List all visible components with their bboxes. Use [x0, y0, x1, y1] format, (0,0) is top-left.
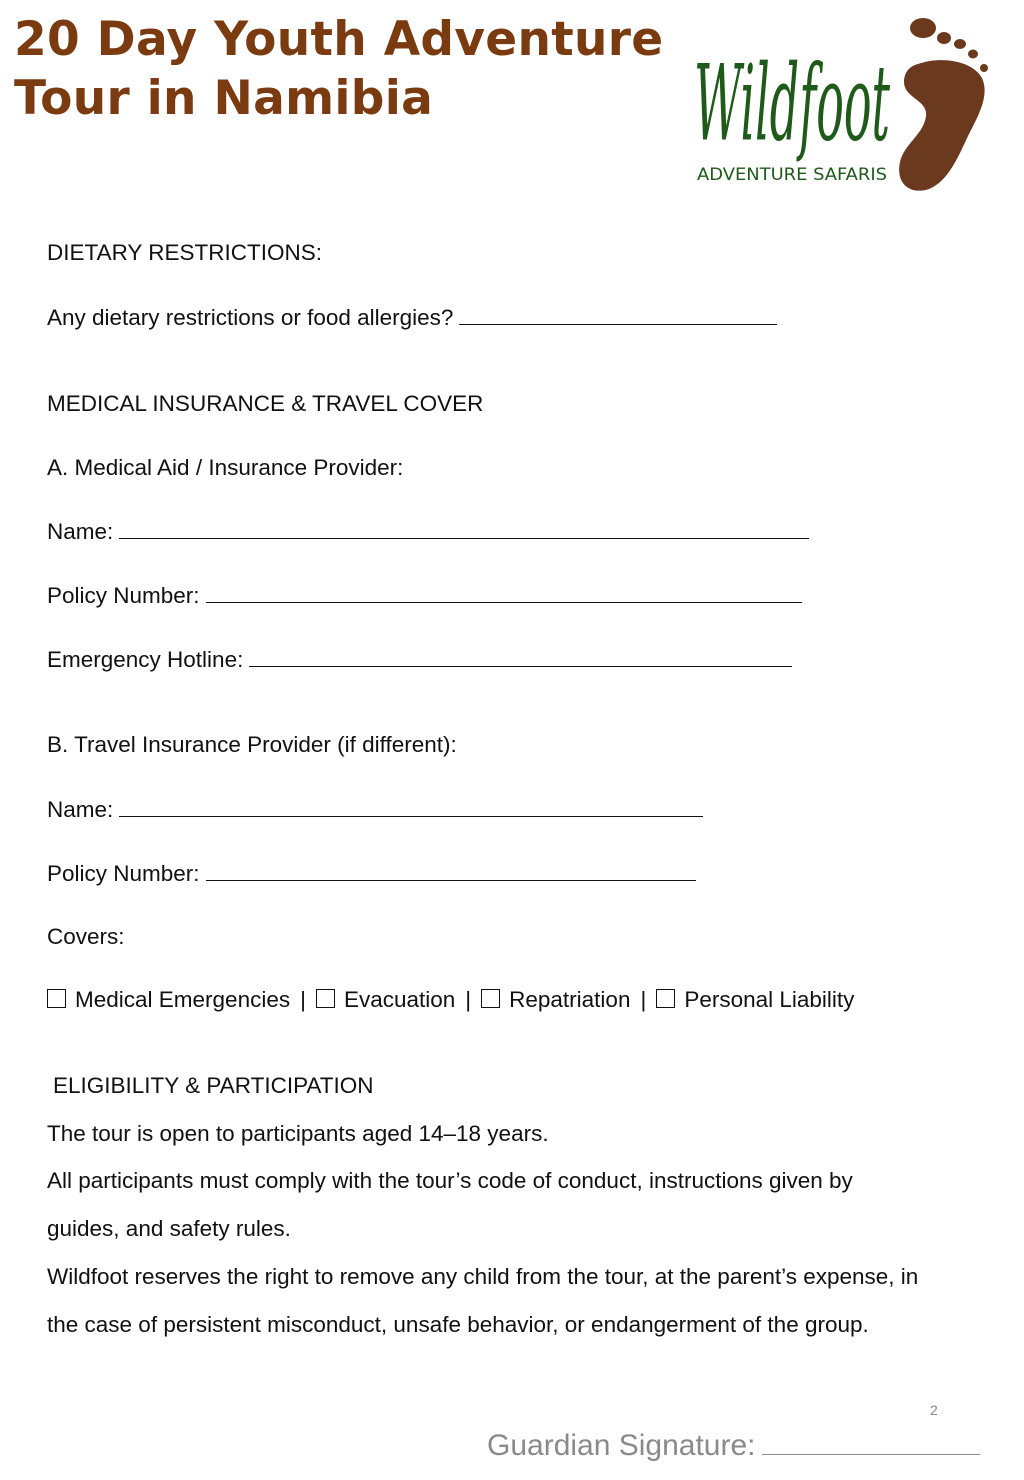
medical-name-row: [47, 516, 809, 547]
cover-label-evacuation: Evacuation: [343, 987, 456, 1012]
option-separator: |: [300, 987, 306, 1012]
medical-hotline-row: [47, 644, 792, 675]
medical-name-field[interactable]: [119, 516, 809, 539]
section-b-label: B. Travel Insurance Provider (if different):: [47, 732, 457, 757]
dietary-answer-field[interactable]: [459, 302, 777, 325]
title-line-2: Tour in Namibia: [14, 71, 434, 126]
travel-name-row: [47, 794, 703, 825]
travel-policy-row: [47, 858, 696, 889]
document-title: [14, 10, 663, 128]
medical-hotline-field[interactable]: [249, 644, 792, 667]
option-separator: |: [465, 987, 472, 1012]
checkbox-repatriation[interactable]: [481, 989, 500, 1008]
logo-wordmark: Wildfoot: [694, 43, 891, 165]
guardian-signature-label: Guardian Signature:: [487, 1429, 756, 1462]
cover-option-repatriation[interactable]: [481, 987, 630, 1012]
medical-policy-field[interactable]: [206, 580, 802, 603]
covers-options: [47, 985, 854, 1015]
cover-label-repatriation: Repatriation: [509, 987, 631, 1012]
eligibility-removal-1: Wildfoot reserves the right to remove any child from the tour, at the parent’s expense, in: [47, 1264, 919, 1289]
travel-name-field[interactable]: [119, 794, 703, 817]
logo-tagline: ADVENTURE SAFARIS: [697, 165, 887, 185]
title-line-1: 20 Day Youth Adventure: [14, 12, 664, 67]
medical-heading: MEDICAL INSURANCE & TRAVEL COVER: [47, 391, 484, 416]
footprint-icon: [899, 18, 988, 191]
eligibility-conduct-1: All participants must comply with the tour’s code of conduct, instructions given by: [47, 1168, 853, 1193]
medical-policy-row: [47, 580, 802, 611]
dietary-heading: DIETARY RESTRICTIONS:: [47, 240, 323, 265]
eligibility-age: The tour is open to participants aged 14–18 years.: [47, 1121, 549, 1146]
wildfoot-logo: [690, 12, 995, 197]
cover-option-liability[interactable]: [656, 987, 854, 1012]
cover-label-medical: Medical Emergencies: [75, 987, 291, 1012]
guardian-signature-row: [487, 1426, 980, 1463]
page-number: 2: [930, 1402, 938, 1418]
checkbox-medical-emergencies[interactable]: [47, 989, 66, 1008]
medical-hotline-label: Emergency Hotline:: [47, 647, 244, 672]
covers-label: Covers:: [47, 924, 125, 949]
cover-option-evacuation[interactable]: [316, 987, 455, 1012]
cover-option-medical[interactable]: [47, 987, 290, 1012]
dietary-question-label: Any dietary restrictions or food allergies?: [47, 305, 454, 330]
logo-graphic: [690, 12, 995, 197]
cover-label-liability: Personal Liability: [684, 987, 855, 1012]
option-separator: |: [640, 987, 647, 1012]
travel-policy-label: Policy Number:: [47, 861, 200, 886]
guardian-signature-field[interactable]: [762, 1426, 980, 1455]
eligibility-heading: ELIGIBILITY & PARTICIPATION: [53, 1073, 374, 1098]
dietary-question-row: [47, 302, 777, 333]
travel-policy-field[interactable]: [206, 858, 696, 881]
checkbox-evacuation[interactable]: [316, 989, 335, 1008]
eligibility-conduct-2: guides, and safety rules.: [47, 1216, 291, 1241]
travel-name-label: Name:: [47, 797, 114, 822]
medical-policy-label: Policy Number:: [47, 583, 200, 608]
medical-name-label: Name:: [47, 519, 114, 544]
section-a-label: A. Medical Aid / Insurance Provider:: [47, 455, 404, 480]
checkbox-personal-liability[interactable]: [656, 989, 675, 1008]
eligibility-removal-2: the case of persistent misconduct, unsafe behavior, or endangerment of the group.: [47, 1312, 869, 1337]
